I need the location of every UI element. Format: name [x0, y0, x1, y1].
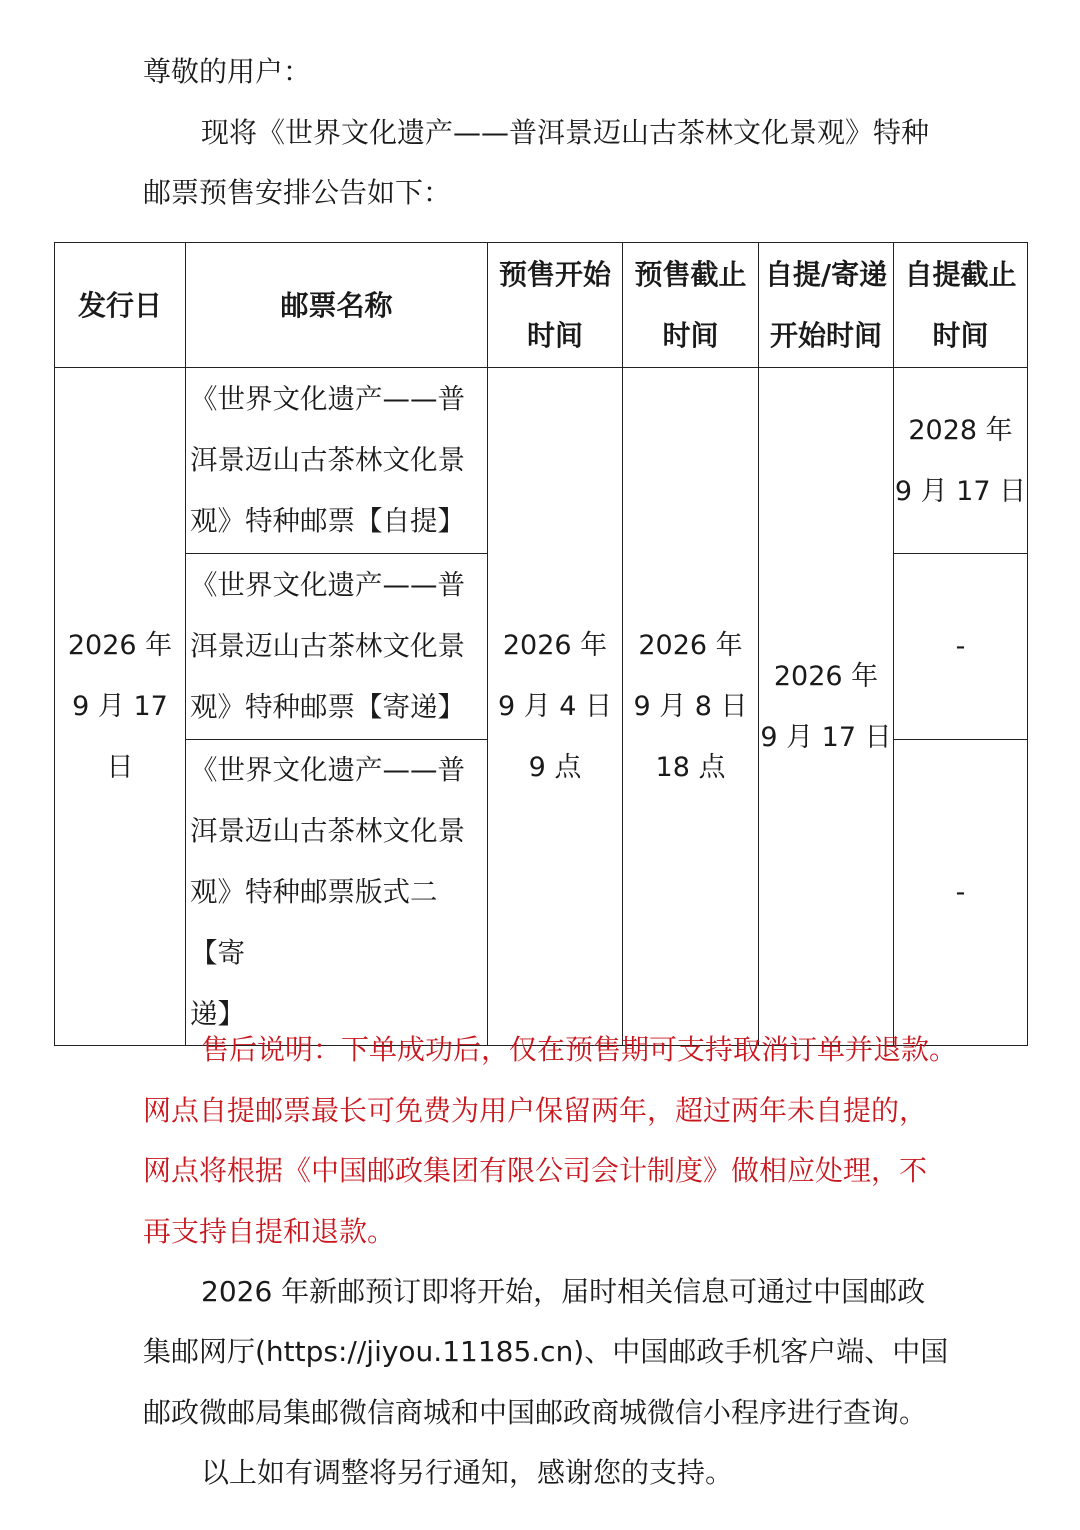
stamp-name-2-l1: 《世界文化遗产——普 — [190, 569, 465, 601]
issue-date-year: 2026 年 — [67, 630, 173, 661]
stamp-name-3-l3: 观》特种邮票版式二【寄 — [190, 876, 438, 969]
stamp-name-1-l1: 《世界文化遗产——普 — [190, 383, 465, 415]
issue-date-day: 9 月 17 日 — [72, 691, 168, 783]
cell-pickup-start — [759, 368, 894, 1046]
closing-line: 以上如有调整将另行通知，感谢您的支持。 — [201, 1456, 734, 1489]
pickup-end-3: - — [955, 877, 966, 908]
cell-stamp-name-1 — [186, 368, 488, 554]
intro-line-2: 邮票预售安排公告如下： — [143, 176, 452, 209]
stamp-name-2-l2: 洱景迈山古茶林文化景 — [190, 630, 465, 662]
info-line-1: 2026 年新邮预订即将开始，届时相关信息可通过中国邮政 — [201, 1275, 926, 1308]
presale-start-hour: 9 点 — [528, 752, 582, 783]
pickup-start-year: 2026 年 — [773, 660, 879, 692]
presale-schedule-table — [54, 242, 1028, 1046]
header-presale-start-l1: 预售开始 — [498, 258, 611, 291]
presale-start-year: 2026 年 — [502, 630, 608, 661]
header-presale-start — [488, 243, 623, 368]
header-pickup-start-l1: 自提/寄递 — [764, 258, 888, 291]
after-sales-line-2: 网点自提邮票最长可免费为用户保留两年，超过两年未自提的， — [143, 1094, 928, 1127]
header-presale-start-l2: 时间 — [526, 319, 583, 352]
header-presale-end-l2: 时间 — [662, 319, 719, 352]
cell-presale-end — [623, 368, 759, 1046]
header-presale-end — [623, 243, 759, 368]
stamp-name-1-l3: 观》特种邮票【自提】 — [190, 505, 465, 537]
pickup-end-1-year: 2028 年 — [908, 414, 1013, 446]
header-pickup-start-l2: 开始时间 — [769, 319, 882, 352]
after-sales-line-3: 网点将根据《中国邮政集团有限公司会计制度》做相应处理，不 — [143, 1154, 928, 1187]
cell-stamp-name-3 — [186, 740, 488, 1046]
stamp-name-1-l2: 洱景迈山古茶林文化景 — [190, 444, 465, 476]
after-sales-line-4: 再支持自提和退款。 — [143, 1215, 396, 1248]
cell-pickup-end-2 — [894, 554, 1028, 740]
stamp-name-3-l1: 《世界文化遗产——普 — [190, 754, 465, 786]
header-presale-end-l1: 预售截止 — [634, 258, 747, 291]
table-header-row — [55, 243, 1028, 368]
cell-presale-start — [488, 368, 623, 1046]
cell-stamp-name-2 — [186, 554, 488, 740]
header-issue-date: 发行日 — [55, 243, 186, 368]
after-sales-line-1: 售后说明：下单成功后，仅在预售期可支持取消订单并退款。 — [201, 1033, 958, 1066]
header-pickup-end-l1: 自提截止 — [904, 258, 1017, 291]
header-pickup-start — [759, 243, 894, 368]
cell-issue-date — [55, 368, 186, 1046]
presale-end-day: 9 月 8 日 — [633, 691, 748, 722]
header-stamp-name: 邮票名称 — [186, 243, 488, 368]
table-row — [55, 368, 1028, 554]
presale-start-day: 9 月 4 日 — [497, 691, 613, 722]
header-pickup-end-l2: 时间 — [932, 319, 989, 352]
stamp-name-2-l3: 观》特种邮票【寄递】 — [190, 691, 465, 723]
pickup-end-2: - — [955, 631, 966, 662]
intro-line-1: 现将《世界文化遗产——普洱景迈山古茶林文化景观》特种 — [201, 116, 930, 149]
presale-end-hour: 18 点 — [655, 752, 726, 783]
header-pickup-end — [894, 243, 1028, 368]
info-line-2: 集邮网厅(https://jiyou.11185.cn)、中国邮政手机客户端、中国 — [143, 1335, 949, 1368]
greeting: 尊敬的用户： — [143, 55, 312, 88]
stamp-name-3-l2: 洱景迈山古茶林文化景 — [190, 815, 465, 847]
pickup-end-1-day: 9 月 17 日 — [894, 475, 1027, 507]
presale-end-year: 2026 年 — [638, 630, 743, 661]
pickup-start-day: 9 月 17 日 — [760, 721, 892, 753]
stamp-name-3-l4: 递】 — [190, 998, 245, 1030]
cell-pickup-end-3 — [894, 740, 1028, 1046]
info-line-3: 邮政微邮局集邮微信商城和中国邮政商城微信小程序进行查询。 — [143, 1396, 928, 1429]
cell-pickup-end-1 — [894, 368, 1028, 554]
